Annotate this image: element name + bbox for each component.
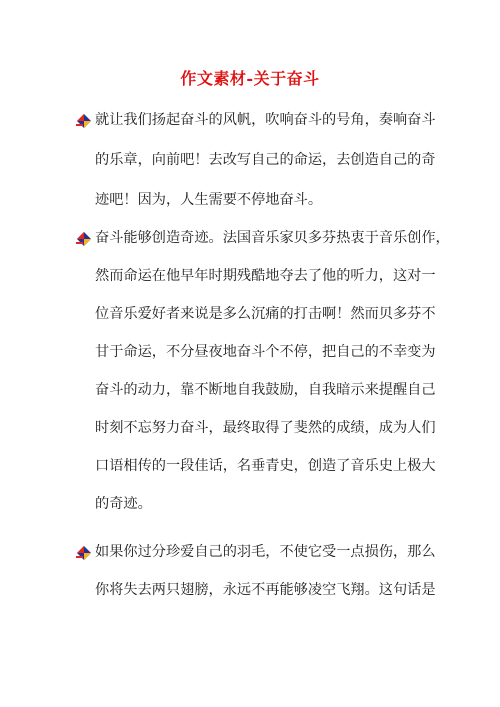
text-line: 如果你过分珍爱自己的羽毛，不使它受一点损伤，那么 [95, 544, 436, 560]
text-line: 的乐章，向前吧！去改写自己的命运，去创造自己的奇 [95, 152, 436, 168]
text-line: 然而命运在他早年时期残酷地夺去了他的听力，这对一 [95, 268, 436, 284]
text-line: 奋斗的动力，靠不断地自我鼓励，自我暗示来提醒自己 [95, 382, 436, 398]
diamond-bullet-icon [75, 545, 93, 561]
text-line: 你将失去两只翅膀，永远不再能够凌空飞翔。这句话是 [95, 582, 436, 598]
text-line: 的奇迹。 [95, 496, 152, 512]
text-line: 甘于命运，不分昼夜地奋斗个不停，把自己的不幸变为 [95, 344, 436, 360]
text-line: 奋斗能够创造奇迹。法国音乐家贝多芬热衷于音乐创作， [95, 230, 450, 246]
text-line: 位音乐爱好者来说是多么沉痛的打击啊！然而贝多芬不 [95, 306, 436, 322]
diamond-bullet-icon [75, 113, 93, 129]
text-line: 时刻不忘努力奋斗，最终取得了斐然的成绩，成为人们 [95, 420, 436, 436]
text-line: 就让我们扬起奋斗的风帆，吹响奋斗的号角，奏响奋斗 [95, 112, 436, 128]
diamond-bullet-icon [75, 231, 93, 247]
text-line: 口语相传的一段佳话，名垂青史，创造了音乐史上极大 [95, 458, 436, 474]
page-title: 作文素材-关于奋斗 [180, 69, 320, 88]
text-line: 迹吧！因为，人生需要不停地奋斗。 [95, 192, 323, 208]
